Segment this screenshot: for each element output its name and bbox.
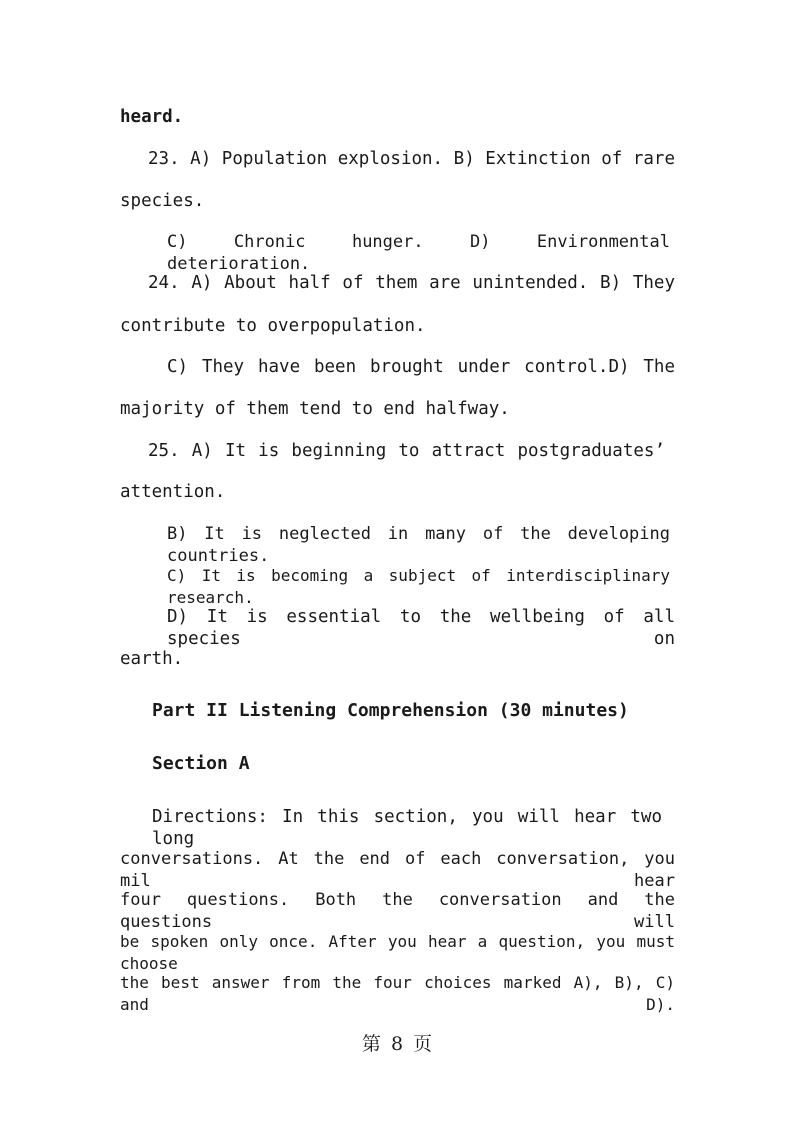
directions-line-5: the best answer from the four choices marked A), B), C) and D).: [120, 973, 675, 1014]
directions-line-2: conversations. At the end of each conversation, you mil hear: [120, 849, 675, 891]
question-25-option-c: C) It is becoming a subject of interdisciplinary research.: [167, 566, 670, 607]
question-23-line-2: species.: [120, 191, 205, 211]
question-25-line-2: attention.: [120, 482, 226, 502]
question-25-option-d: D) It is essential to the wellbeing of all species on: [167, 607, 675, 649]
question-24-line-2: contribute to overpopulation.: [120, 316, 426, 336]
part-heading: Part II Listening Comprehension (30 minutes): [152, 700, 629, 721]
question-25-option-d-cont: earth.: [120, 649, 184, 669]
page-number: 第 8 页: [361, 1033, 433, 1055]
question-24-line-1: 24. A) About half of them are unintended. B) They: [148, 273, 675, 293]
directions-line-3: four questions. Both the conversation and the questions will: [120, 890, 675, 932]
text-line-heard: heard.: [120, 107, 184, 127]
question-25-line-1: 25. A) It is beginning to attract postgraduates’: [148, 441, 665, 461]
question-24-line-3: C) They have been brought under control.D) The: [167, 357, 675, 377]
question-23-options-cd: C) Chronic hunger. D) Environmental deterioration.: [167, 232, 670, 274]
directions-line-4: be spoken only once. After you hear a question, you must choose: [120, 932, 675, 973]
question-24-line-4: majority of them tend to end halfway.: [120, 399, 510, 419]
section-heading: Section A: [152, 753, 250, 774]
directions-line-1: Directions: In this section, you will hear two long: [152, 807, 662, 849]
question-23-line-1: 23. A) Population explosion. B) Extinction of rare: [148, 149, 675, 169]
question-25-option-b: B) It is neglected in many of the developing countries.: [167, 524, 670, 566]
